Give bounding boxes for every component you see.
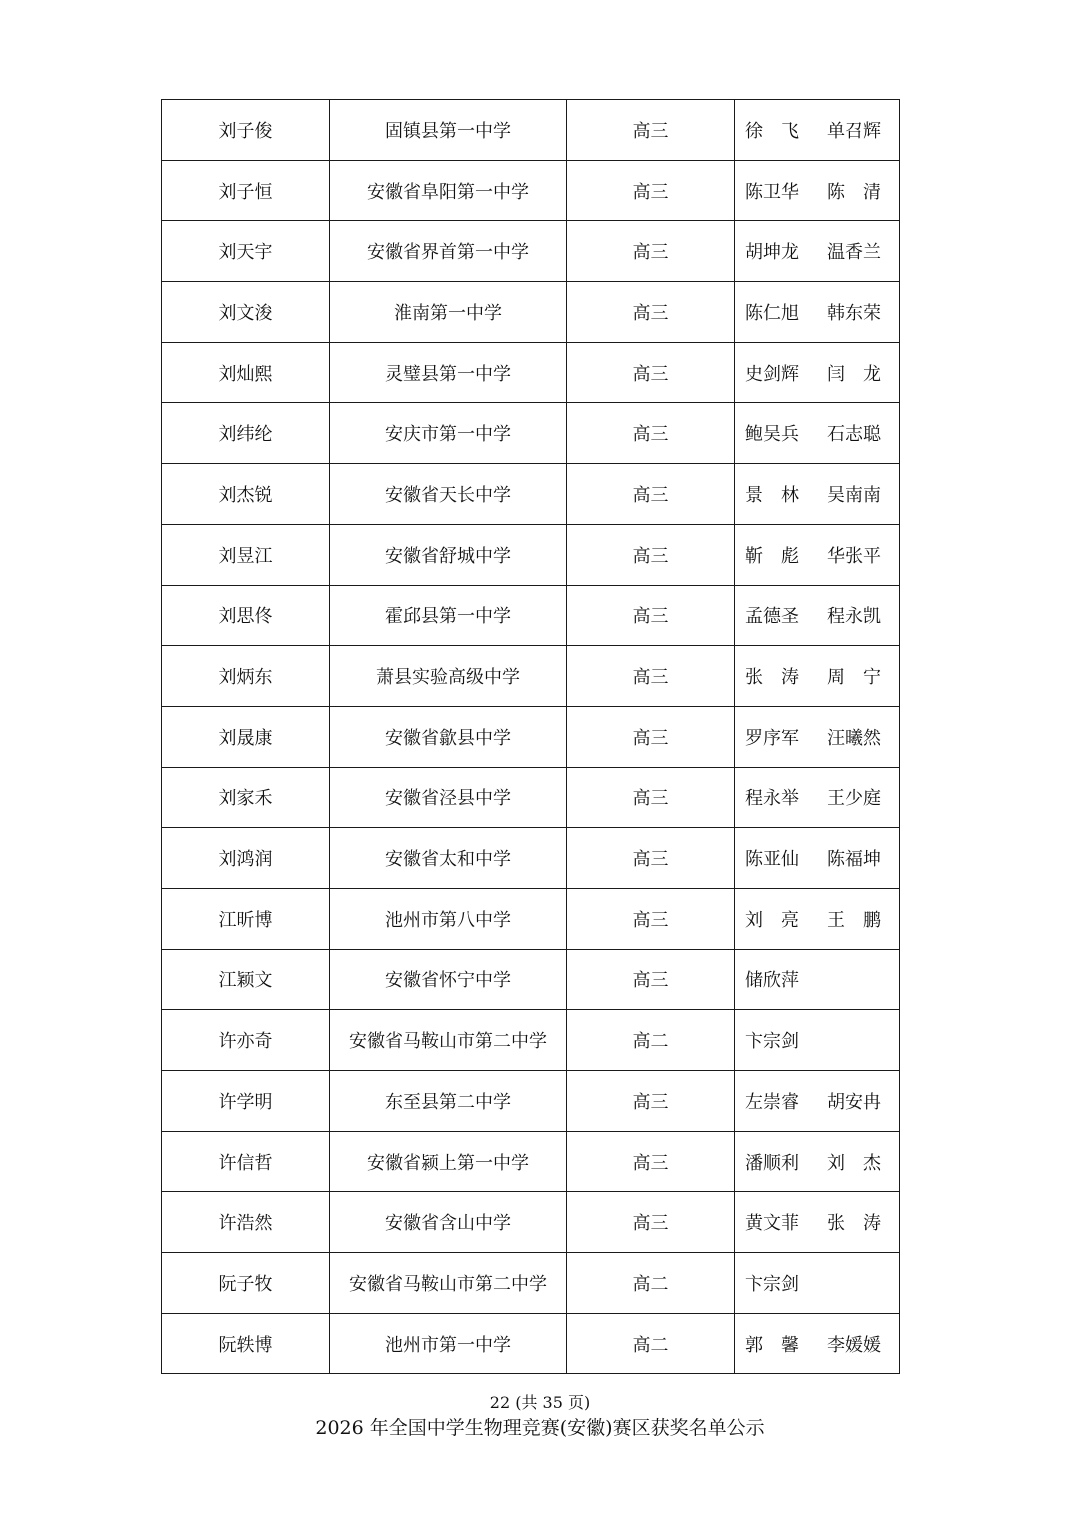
teacher-primary: 卞宗剑 bbox=[745, 1031, 799, 1053]
table-row bbox=[162, 1313, 900, 1374]
school-cell: 池州市第一中学 bbox=[330, 1313, 567, 1374]
grade-cell: 高三 bbox=[567, 524, 735, 585]
teacher-primary: 潘顺利 bbox=[745, 1152, 799, 1174]
grade-cell: 高三 bbox=[567, 888, 735, 949]
grade-cell: 高三 bbox=[567, 767, 735, 828]
teacher-secondary: 刘 杰 bbox=[827, 1152, 881, 1174]
teacher-primary: 程永举 bbox=[745, 788, 799, 810]
grade-cell: 高三 bbox=[567, 949, 735, 1010]
school-cell: 安徽省界首第一中学 bbox=[330, 221, 567, 282]
teacher-cell bbox=[735, 524, 900, 585]
student-name-cell: 刘鸿润 bbox=[162, 828, 330, 889]
teacher-primary: 徐 飞 bbox=[745, 120, 799, 142]
teacher-secondary: 汪曦然 bbox=[827, 727, 881, 749]
table-row bbox=[162, 706, 900, 767]
teacher-cell bbox=[735, 403, 900, 464]
table-row bbox=[162, 585, 900, 646]
school-cell: 萧县实验高级中学 bbox=[330, 646, 567, 707]
grade-cell: 高三 bbox=[567, 1192, 735, 1253]
student-name-cell: 许学明 bbox=[162, 1071, 330, 1132]
teacher-secondary: 张 涛 bbox=[827, 1213, 881, 1235]
teacher-primary: 史剑辉 bbox=[745, 363, 799, 385]
table-row bbox=[162, 646, 900, 707]
teacher-secondary: 李媛媛 bbox=[827, 1334, 881, 1356]
teacher-cell bbox=[735, 221, 900, 282]
grade-cell: 高三 bbox=[567, 342, 735, 403]
student-name-cell: 许浩然 bbox=[162, 1192, 330, 1253]
teacher-primary: 陈仁旭 bbox=[745, 302, 799, 324]
teacher-secondary: 胡安冉 bbox=[827, 1091, 881, 1113]
table-row bbox=[162, 464, 900, 525]
school-cell: 安徽省怀宁中学 bbox=[330, 949, 567, 1010]
teacher-secondary: 周 宁 bbox=[827, 667, 881, 689]
document-title: 2026 年全国中学生物理竞赛(安徽)赛区获奖名单公示 bbox=[315, 1417, 765, 1439]
teacher-cell bbox=[735, 949, 900, 1010]
teacher-cell bbox=[735, 706, 900, 767]
teacher-secondary: 程永凯 bbox=[827, 606, 881, 628]
teacher-secondary: 闫 龙 bbox=[827, 363, 881, 385]
teacher-primary: 罗序军 bbox=[745, 727, 799, 749]
teacher-primary: 郭 馨 bbox=[745, 1334, 799, 1356]
teacher-cell bbox=[735, 1071, 900, 1132]
grade-cell: 高三 bbox=[567, 100, 735, 161]
grade-cell: 高二 bbox=[567, 1253, 735, 1314]
grade-cell: 高二 bbox=[567, 1010, 735, 1071]
teacher-cell bbox=[735, 646, 900, 707]
student-name-cell: 江昕博 bbox=[162, 888, 330, 949]
teacher-cell bbox=[735, 888, 900, 949]
student-name-cell: 刘家禾 bbox=[162, 767, 330, 828]
school-cell: 安徽省泾县中学 bbox=[330, 767, 567, 828]
student-name-cell: 刘纬纶 bbox=[162, 403, 330, 464]
teacher-cell bbox=[735, 160, 900, 221]
teacher-secondary: 吴南南 bbox=[827, 484, 881, 506]
teacher-secondary: 石志聪 bbox=[827, 424, 881, 446]
student-name-cell: 刘灿熙 bbox=[162, 342, 330, 403]
teacher-primary: 陈卫华 bbox=[745, 181, 799, 203]
student-name-cell: 许亦奇 bbox=[162, 1010, 330, 1071]
table-row bbox=[162, 767, 900, 828]
school-cell: 东至县第二中学 bbox=[330, 1071, 567, 1132]
award-table bbox=[161, 99, 900, 1374]
student-name-cell: 刘子恒 bbox=[162, 160, 330, 221]
teacher-primary: 鲍吴兵 bbox=[745, 424, 799, 446]
teacher-primary: 刘 亮 bbox=[745, 909, 799, 931]
table-row bbox=[162, 100, 900, 161]
school-cell: 安徽省颍上第一中学 bbox=[330, 1131, 567, 1192]
teacher-cell bbox=[735, 1010, 900, 1071]
teacher-secondary: 华张平 bbox=[827, 545, 881, 567]
student-name-cell: 刘晟康 bbox=[162, 706, 330, 767]
student-name-cell: 许信哲 bbox=[162, 1131, 330, 1192]
grade-cell: 高三 bbox=[567, 160, 735, 221]
table-row bbox=[162, 524, 900, 585]
teacher-cell bbox=[735, 767, 900, 828]
school-cell: 安徽省歙县中学 bbox=[330, 706, 567, 767]
grade-cell: 高三 bbox=[567, 1071, 735, 1132]
school-cell: 安徽省阜阳第一中学 bbox=[330, 160, 567, 221]
school-cell: 安庆市第一中学 bbox=[330, 403, 567, 464]
table-row bbox=[162, 1071, 900, 1132]
student-name-cell: 刘炳东 bbox=[162, 646, 330, 707]
school-cell: 灵璧县第一中学 bbox=[330, 342, 567, 403]
student-name-cell: 阮轶博 bbox=[162, 1313, 330, 1374]
grade-cell: 高二 bbox=[567, 1313, 735, 1374]
school-cell: 池州市第八中学 bbox=[330, 888, 567, 949]
teacher-cell bbox=[735, 1131, 900, 1192]
school-cell: 安徽省太和中学 bbox=[330, 828, 567, 889]
teacher-cell bbox=[735, 100, 900, 161]
school-cell: 安徽省含山中学 bbox=[330, 1192, 567, 1253]
school-cell: 安徽省舒城中学 bbox=[330, 524, 567, 585]
teacher-primary: 黄文菲 bbox=[745, 1213, 799, 1235]
table-row bbox=[162, 403, 900, 464]
school-cell: 安徽省天长中学 bbox=[330, 464, 567, 525]
grade-cell: 高三 bbox=[567, 403, 735, 464]
grade-cell: 高三 bbox=[567, 585, 735, 646]
award-table-body bbox=[162, 100, 900, 1374]
student-name-cell: 刘杰锐 bbox=[162, 464, 330, 525]
grade-cell: 高三 bbox=[567, 464, 735, 525]
table-row bbox=[162, 949, 900, 1010]
teacher-primary: 陈亚仙 bbox=[745, 849, 799, 871]
table-row bbox=[162, 1131, 900, 1192]
teacher-primary: 景 林 bbox=[745, 484, 799, 506]
student-name-cell: 刘文浚 bbox=[162, 282, 330, 343]
teacher-secondary: 单召辉 bbox=[827, 120, 881, 142]
grade-cell: 高三 bbox=[567, 646, 735, 707]
teacher-secondary: 韩东荣 bbox=[827, 302, 881, 324]
teacher-secondary: 陈福坤 bbox=[827, 849, 881, 871]
teacher-cell bbox=[735, 342, 900, 403]
student-name-cell: 江颖文 bbox=[162, 949, 330, 1010]
grade-cell: 高三 bbox=[567, 221, 735, 282]
student-name-cell: 阮子牧 bbox=[162, 1253, 330, 1314]
teacher-cell bbox=[735, 1313, 900, 1374]
teacher-secondary: 王少庭 bbox=[827, 788, 881, 810]
teacher-cell bbox=[735, 828, 900, 889]
student-name-cell: 刘天宇 bbox=[162, 221, 330, 282]
table-row bbox=[162, 160, 900, 221]
page-number: 22 (共 35 页) bbox=[489, 1393, 591, 1412]
teacher-primary: 孟德圣 bbox=[745, 606, 799, 628]
table-row bbox=[162, 282, 900, 343]
teacher-cell bbox=[735, 1192, 900, 1253]
school-cell: 固镇县第一中学 bbox=[330, 100, 567, 161]
table-row bbox=[162, 342, 900, 403]
teacher-primary: 储欣萍 bbox=[745, 970, 799, 992]
student-name-cell: 刘昱江 bbox=[162, 524, 330, 585]
teacher-secondary: 王 鹏 bbox=[827, 909, 881, 931]
school-cell: 安徽省马鞍山市第二中学 bbox=[330, 1010, 567, 1071]
teacher-primary: 卞宗剑 bbox=[745, 1273, 799, 1295]
school-cell: 淮南第一中学 bbox=[330, 282, 567, 343]
table-row bbox=[162, 221, 900, 282]
teacher-secondary: 温香兰 bbox=[827, 242, 881, 264]
teacher-primary: 靳 彪 bbox=[745, 545, 799, 567]
school-cell: 霍邱县第一中学 bbox=[330, 585, 567, 646]
grade-cell: 高三 bbox=[567, 1131, 735, 1192]
grade-cell: 高三 bbox=[567, 828, 735, 889]
table-row bbox=[162, 888, 900, 949]
teacher-secondary: 陈 清 bbox=[827, 181, 881, 203]
teacher-primary: 左崇睿 bbox=[745, 1091, 799, 1113]
table-row bbox=[162, 1010, 900, 1071]
teacher-cell bbox=[735, 585, 900, 646]
table-row bbox=[162, 1253, 900, 1314]
table-row bbox=[162, 828, 900, 889]
grade-cell: 高三 bbox=[567, 282, 735, 343]
teacher-cell bbox=[735, 282, 900, 343]
student-name-cell: 刘子俊 bbox=[162, 100, 330, 161]
teacher-primary: 张 涛 bbox=[745, 667, 799, 689]
school-cell: 安徽省马鞍山市第二中学 bbox=[330, 1253, 567, 1314]
teacher-cell bbox=[735, 1253, 900, 1314]
teacher-cell bbox=[735, 464, 900, 525]
teacher-primary: 胡坤龙 bbox=[745, 242, 799, 264]
student-name-cell: 刘思佟 bbox=[162, 585, 330, 646]
table-row bbox=[162, 1192, 900, 1253]
grade-cell: 高三 bbox=[567, 706, 735, 767]
